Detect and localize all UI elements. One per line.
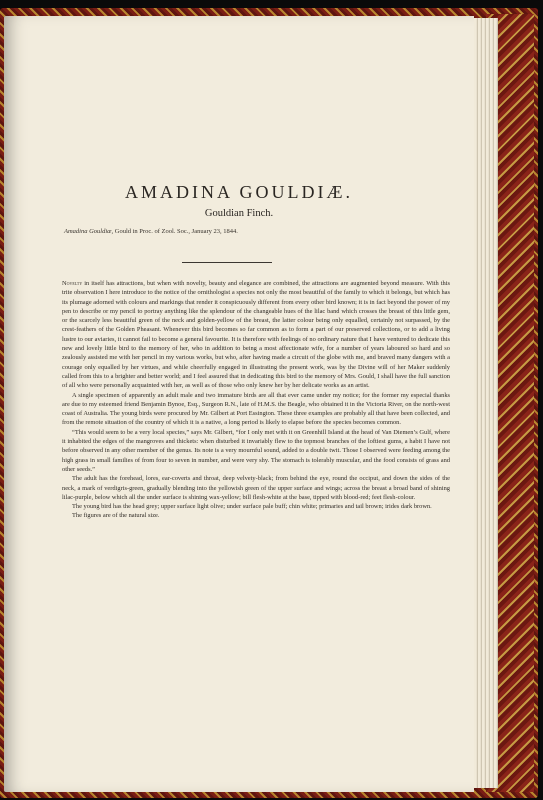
paragraph: “This would seem to be a very local species,” says Mr. Gilbert, “for I only met with it on Greenhill Island at the head of Van Diemen’s Gulf, where it inhabited the edges of the mangroves and thickets: when disturbed it invariably flew to the topmost branches of the loftiest gums, a habit I have not before observed in any other member of the genus. Its note is a very mournful sound, added to a double twit. Those I observed were feeding among the high grass in small families of from four to seven in number, and were very shy. The stomach is tolerably muscular, and the food consists of grass and other seeds.” — [62, 428, 450, 473]
paragraph: The figures are of the natural size. — [72, 512, 160, 520]
paragraph: A single specimen of apparently an adult male and two immature birds are all that ever came under my notice; for the former my especial thanks are due to my esteemed friend Benjamin Bynoe, Esq., Surgeon R.N., late of H.M.S. the Beagle, who obtained it in the Victoria River, on the north-west coast of Australia. The young birds were procured by Mr. Gilbert at Port Essington. These three examples are probably all that have been collected, and from the remote situation of the country of which it is a native, a long period is likely to elapse before the species becomes common. — [62, 391, 450, 427]
paragraph: The young bird has the head grey; upper surface light olive; under surface pale buff; chin white; primaries and tail brown; irides dark brown. — [72, 503, 432, 511]
book-page — [4, 16, 474, 792]
page-title: AMADINA GOULDIÆ. — [125, 182, 353, 202]
citation-species: Amadina Gouldiæ, — [64, 228, 114, 235]
paragraph: Novelty in itself has attractions, but when with novelty, beauty and elegance are combined, the attractions are augmented beyond measure. With this trite observation I here introduce to the notice of the ornithologist a species not only the most beautiful of the family to which it belongs, but which has its plumage adorned with colours and markings that render it conspicuously different from every other bird known; it is in fact beyond the power of my pen to describe or my pencil to portray anything like the splendour of the changeable hues of the lilac band which crosses the breast of this little gem, or the scarcely less beautiful green of the neck and golden-yellow of the breast, the latter colour being only equalled, certainly not surpassed, by the crest-feathers of the Golden Pheasant. Whenever this bird becomes so far common as to form a part of our preserved collections, or to add a living lustre to our aviaries, it cannot fail to become a general favourite. It is therefore with feelings of no ordinary nature that I have ventured to dedicate this new and lovely little bird to the memory of her, who in addition to being a most affectionate wife, for a number of years laboured so hard and so zealously assisted me with her pencil in my various works, but who, after having made a circuit of the globe with me, and braved many dangers with a courage only equalled by her virtues, and while cheerfully engaged in illustrating the present work, was by the Divine will of her Maker suddenly called from this to a brighter and better world; and I feel assured that in dedicating this bird to the memory of Mrs. Gould, I shall have the full sanction of all who were personally acquainted with her, as well as of those who only knew her by her delicate works as an artist. — [62, 280, 450, 390]
paragraph: The adult has the forehead, lores, ear-coverts and throat, deep velvety-black; from behind the eye, round the occiput, and down the sides of the neck, a mark of verdigris-green, gradually blending into the yellowish green of the upper surface and wings; across the breast a broad band of shining lilac-purple, below which all the under surface is shining wax-yellow; bill flesh-white at the base, tipped with blood-red; feet flesh-colour. — [62, 475, 450, 501]
divider-rule — [182, 262, 272, 263]
page-subtitle: Gouldian Finch. — [204, 208, 274, 219]
body-text — [62, 279, 450, 521]
citation-text: Gould in Proc. of Zool. Soc., January 23, 1844. — [113, 228, 238, 235]
citation — [64, 228, 238, 235]
drop-word: Novelty — [62, 280, 83, 287]
